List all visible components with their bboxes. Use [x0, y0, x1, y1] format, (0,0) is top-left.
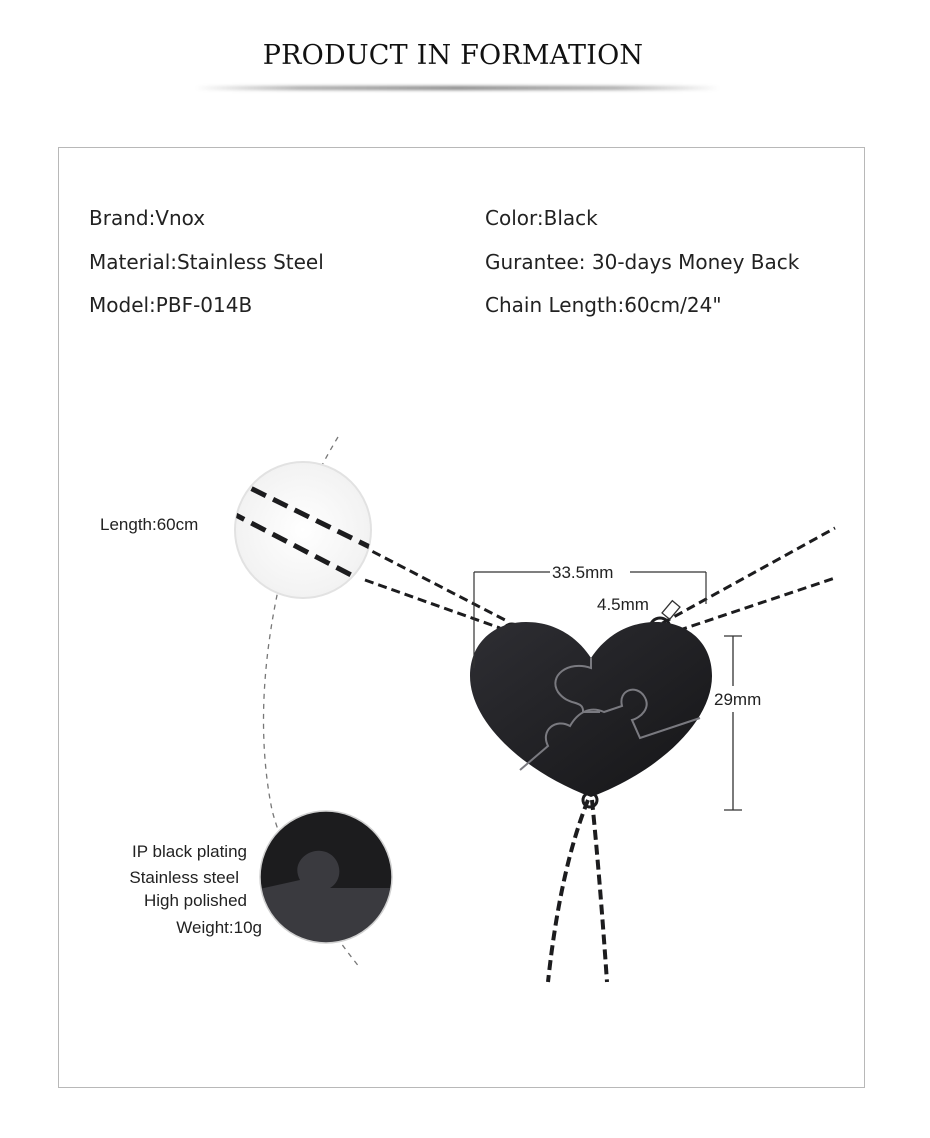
surface-zoom-circle	[255, 811, 398, 950]
chain-right	[650, 528, 835, 635]
height-label: 29mm	[714, 690, 762, 709]
spec-guarantee: Gurantee: 30-days Money Back	[485, 250, 800, 274]
height-dimension	[724, 636, 742, 810]
material-line-3: High polished	[143, 891, 247, 910]
length-label: Length:60cm	[100, 515, 199, 534]
spec-color: Color:Black	[485, 206, 598, 230]
width-label: 33.5mm	[552, 563, 614, 582]
spec-model: Model:PBF-014B	[89, 293, 253, 317]
thickness-label: 4.5mm	[597, 595, 649, 614]
spec-brand: Brand:Vnox	[89, 206, 206, 230]
spec-material: Material:Stainless Steel	[89, 250, 324, 274]
chain-bottom	[548, 800, 607, 982]
material-line-2: Stainless steel	[129, 868, 239, 887]
material-line-4: Weight:10g	[176, 918, 262, 937]
chain-zoom-circle	[230, 462, 380, 598]
spec-chain-length: Chain Length:60cm/24"	[485, 293, 722, 317]
chain-left	[360, 545, 505, 628]
page-title: PRODUCT IN FORMATION	[262, 40, 644, 71]
material-line-1: IP black plating	[132, 842, 247, 861]
material-labels	[129, 842, 262, 937]
